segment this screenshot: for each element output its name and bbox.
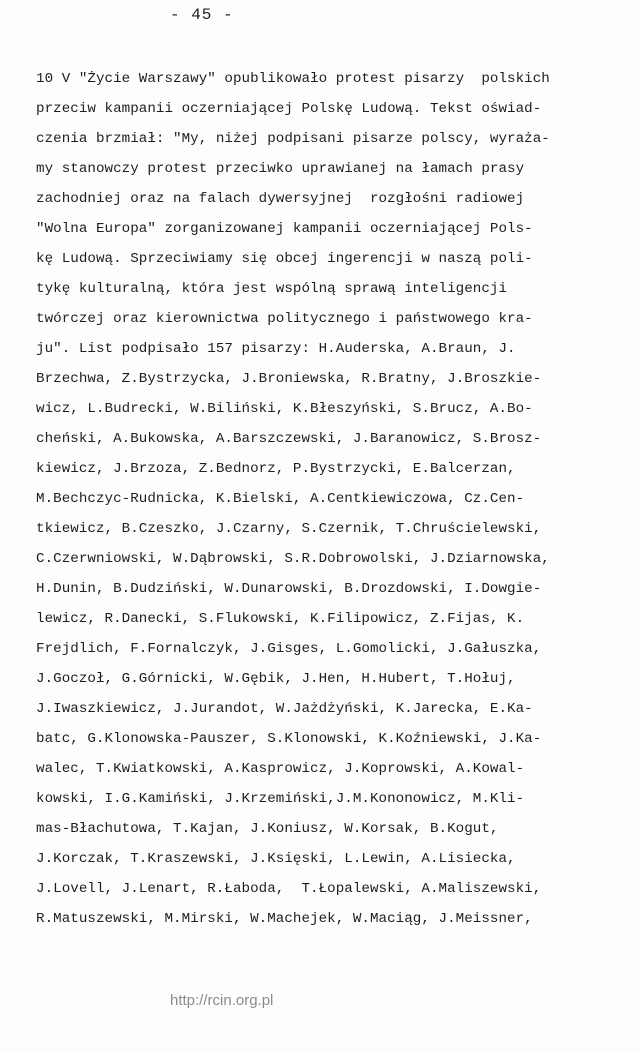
source-url: http://rcin.org.pl bbox=[170, 992, 274, 1009]
text-line: przeciw kampanii oczerniającej Polskę Ludową. Tekst oświad- bbox=[36, 101, 542, 117]
text-line: J.Lovell, J.Lenart, R.Łaboda, T.Łopalewski, A.Maliszewski, bbox=[36, 881, 542, 897]
text-line: kę Ludową. Sprzeciwiamy się obcej ingerencji w naszą poli- bbox=[36, 251, 533, 267]
text-line: batc, G.Klonowska-Pauszer, S.Klonowski, K.Koźniewski, J.Ka- bbox=[36, 731, 542, 747]
text-line: H.Dunin, B.Dudziński, W.Dunarowski, B.Drozdowski, I.Dowgie- bbox=[36, 581, 542, 597]
text-line: Frejdlich, F.Fornalczyk, J.Gisges, L.Gomolicki, J.Gałuszka, bbox=[36, 641, 542, 657]
text-line: J.Iwaszkiewicz, J.Jurandot, W.Jażdżyński, K.Jarecka, E.Ka- bbox=[36, 701, 533, 717]
text-line: C.Czerwniowski, W.Dąbrowski, S.R.Dobrowolski, J.Dziarnowska, bbox=[36, 551, 550, 567]
text-line: czenia brzmiał: "My, niżej podpisani pisarze polscy, wyraża- bbox=[36, 131, 550, 147]
text-line: J.Goczoł, G.Górnicki, W.Gębik, J.Hen, H.Hubert, T.Hołuj, bbox=[36, 671, 516, 687]
text-line: M.Bechczyc-Rudnicka, K.Bielski, A.Centkiewiczowa, Cz.Cen- bbox=[36, 491, 525, 507]
text-line: lewicz, R.Danecki, S.Flukowski, K.Filipowicz, Z.Fijas, K. bbox=[36, 611, 525, 627]
text-line: "Wolna Europa" zorganizowanej kampanii oczerniającej Pols- bbox=[36, 221, 533, 237]
text-line: R.Matuszewski, M.Mirski, W.Machejek, W.Maciąg, J.Meissner, bbox=[36, 911, 533, 927]
text-line: Brzechwa, Z.Bystrzycka, J.Broniewska, R.Bratny, J.Broszkie- bbox=[36, 371, 542, 387]
text-line: kiewicz, J.Brzoza, Z.Bednorz, P.Bystrzycki, E.Balcerzan, bbox=[36, 461, 516, 477]
text-line: walec, T.Kwiatkowski, A.Kasprowicz, J.Koprowski, A.Kowal- bbox=[36, 761, 525, 777]
document-body bbox=[36, 64, 626, 934]
text-line: zachodniej oraz na falach dywersyjnej rozgłośni radiowej bbox=[36, 191, 525, 207]
text-line: my stanowczy protest przeciwko uprawianej na łamach prasy bbox=[36, 161, 525, 177]
text-line: ju". List podpisało 157 pisarzy: H.Auderska, A.Braun, J. bbox=[36, 341, 516, 357]
text-line: twórczej oraz kierownictwa politycznego i państwowego kra- bbox=[36, 311, 533, 327]
text-line: mas-Błachutowa, T.Kajan, J.Koniusz, W.Korsak, B.Kogut, bbox=[36, 821, 499, 837]
text-line: J.Korczak, T.Kraszewski, J.Księski, L.Lewin, A.Lisiecka, bbox=[36, 851, 516, 867]
text-line: tkiewicz, B.Czeszko, J.Czarny, S.Czernik, T.Chruścielewski, bbox=[36, 521, 542, 537]
text-line: kowski, I.G.Kamiński, J.Krzemiński,J.M.Kononowicz, M.Kli- bbox=[36, 791, 525, 807]
text-line: cheński, A.Bukowska, A.Barszczewski, J.Baranowicz, S.Brosz- bbox=[36, 431, 542, 447]
text-line: wicz, L.Budrecki, W.Biliński, K.Błeszyński, S.Brucz, A.Bo- bbox=[36, 401, 533, 417]
text-line: 10 V "Życie Warszawy" opublikowało protest pisarzy polskich bbox=[36, 71, 550, 87]
text-line: tykę kulturalną, która jest wspólną sprawą inteligencji bbox=[36, 281, 508, 297]
page-number: - 45 - bbox=[170, 6, 234, 24]
